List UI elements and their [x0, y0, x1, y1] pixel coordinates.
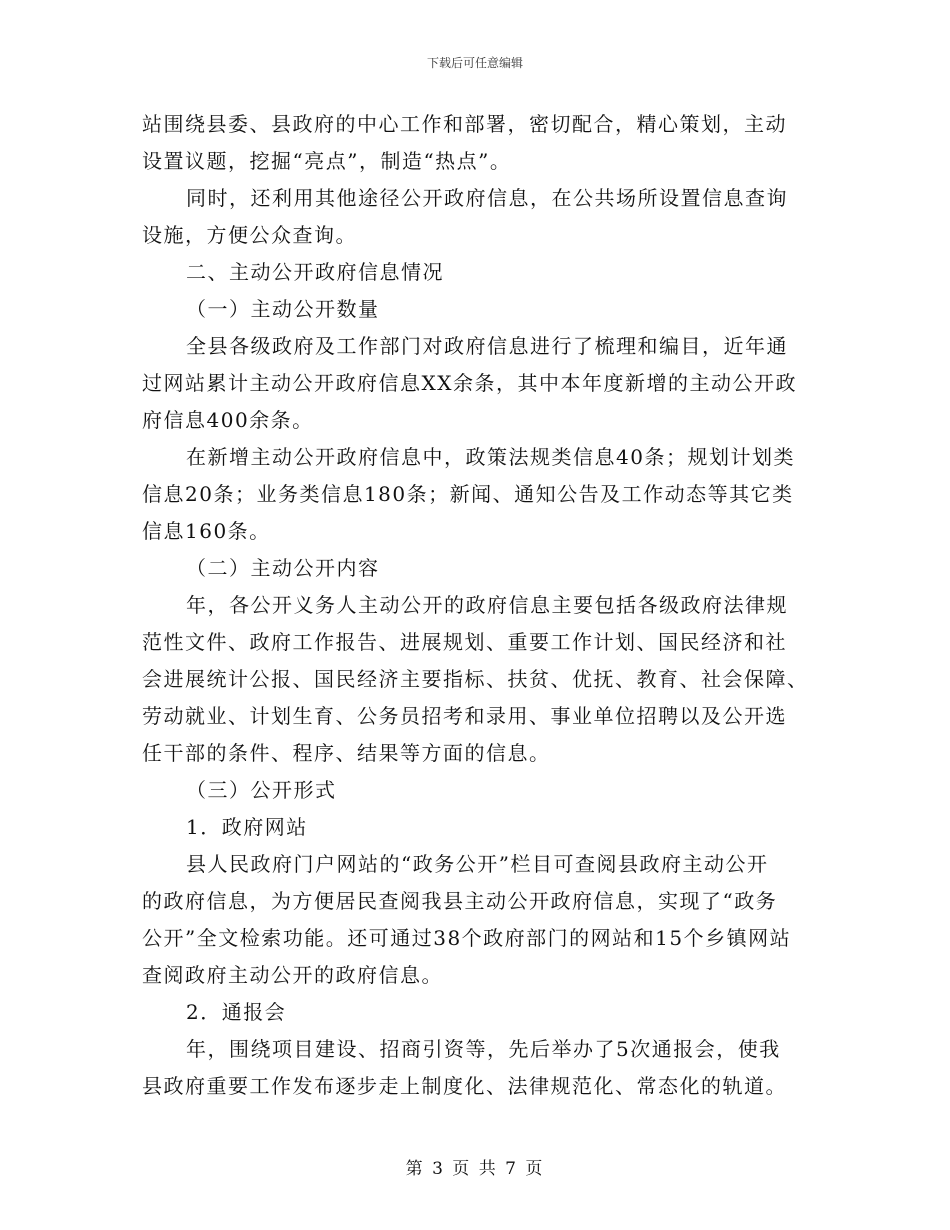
text-line: 设施，方便公众查询。 [142, 223, 357, 247]
item-heading: 2．通报会 [186, 1000, 287, 1024]
text-line: 信息160条。 [142, 519, 271, 543]
text-line: 会进展统计公报、国民经济主要指标、扶贫、优抚、教育、社会保障、 [142, 667, 809, 691]
text-line: 全县各级政府及工作部门对政府信息进行了梳理和编目，近年通 [186, 334, 788, 358]
text-line: 县政府重要工作发布逐步走上制度化、法律规范化、常态化的轨道。 [142, 1074, 787, 1098]
text-line: 府信息400余条。 [142, 408, 314, 432]
text-line: 范性文件、政府工作报告、进展规划、重要工作计划、国民经济和社 [142, 630, 787, 654]
document-body [142, 106, 810, 1105]
text-line: 任干部的条件、程序、结果等方面的信息。 [142, 741, 551, 765]
text-line: 站围绕县委、县政府的中心工作和部署，密切配合，精心策划，主动 [142, 112, 787, 136]
subsection-heading: （一）主动公开数量 [186, 297, 380, 321]
text-line: 县人民政府门户网站的“政务公开”栏目可查阅县政府主动公开 [186, 852, 769, 876]
text-line: 的政府信息，为方便居民查阅我县主动公开政府信息，实现了“政务 [142, 889, 778, 913]
text-line: 年，各公开义务人主动公开的政府信息主要包括各级政府法律规 [186, 593, 788, 617]
page-number-footer: 第 3 页 共 7 页 [405, 1159, 545, 1179]
item-heading: 1．政府网站 [186, 815, 308, 839]
page-header-note: 下载后可任意编辑 [426, 56, 523, 70]
text-line: 公开”全文检索功能。还可通过38个政府部门的网站和15个乡镇网站 [142, 926, 792, 950]
text-line: 信息20条；业务类信息180条；新闻、通知公告及工作动态等其它类 [142, 482, 794, 506]
section-heading: 二、主动公开政府信息情况 [186, 260, 444, 284]
text-line: 设置议题，挖掘“亮点”，制造“热点”。 [142, 149, 512, 173]
text-line: 劳动就业、计划生育、公务员招考和录用、事业单位招聘以及公开选 [142, 704, 787, 728]
text-line: 过网站累计主动公开政府信息XX余条，其中本年度新增的主动公开政 [142, 371, 797, 395]
text-line: 年，围绕项目建设、招商引资等，先后举办了5次通报会，使我 [186, 1037, 781, 1061]
text-line: 在新增主动公开政府信息中，政策法规类信息40条；规划计划类 [186, 445, 795, 469]
subsection-heading: （二）主动公开内容 [186, 556, 380, 580]
subsection-heading: （三）公开形式 [186, 778, 337, 802]
text-line: 同时，还利用其他途径公开政府信息，在公共场所设置信息查询 [186, 186, 788, 210]
text-line: 查阅政府主动公开的政府信息。 [142, 963, 443, 987]
